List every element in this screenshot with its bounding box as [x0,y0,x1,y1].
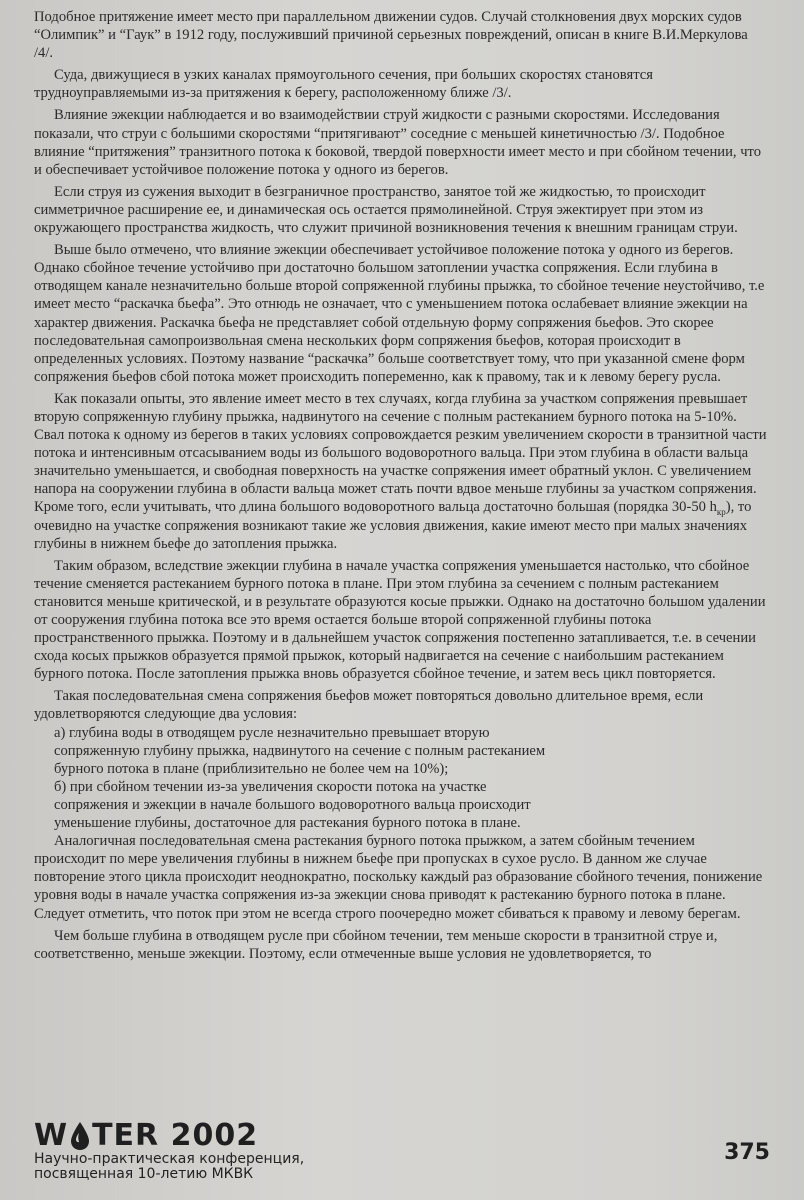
list-line: бурного потока в плане (приблизительно не более чем на 10%); [54,760,449,777]
paragraph-3: Влияние эжекции наблюдается и во взаимодействии струй жидкости с разными скоростями. Исследования показали, что струи с большими скоростями “притягивают” соседние с меньшей кинетичностью /3/. Подобное влияние “притяжения” транзитного потока к боковой, твердой поверхности имеет место и при сбойном течении, что и обеспечивает устойчивое положение потока у одного из берегов. [34,107,762,178]
paragraph-10: Чем больше глубина в отводящем русле при сбойном течении, тем меньше скорости в транзитной струе и, соответственно, меньше эжекции. Поэтому, если отмеченные выше условия не удовлетворяется, то [34,927,718,962]
paragraph-6-text: Как показали опыты, это явление имеет место в тех случаях, когда глубина за участком сопряжения превышает вторую сопряженную глубину прыжка, надвинутого на сечение с полным растеканием бурного потока на 5-10%. Свал потока к одному из берегов в таких условиях сопровождается резким увеличением скорости в транзитной части потока и интенсивным отсасыванием воды из большого водоворотного вальца. При этом глубина в области вальца значительно уменьшается, и свободная поверхность на участке сопряжения имеет обратный уклон. С увеличением напора на сооружении глубина в области вальца может стать почти вдвое меньше глубины за участком сопряжения. Кроме того, если учитывать, что длина большого водоворотного вальца достаточно большая (порядка 30-50 h [34,390,767,516]
list-line: а) глубина воды в отводящем русле незначительно превышает вторую [54,724,490,741]
paragraph-6-tail: ), то очевидно на участке сопряжения возникают такие же условия движения, какие имеют место при малых значениях глубины в нижнем бьефе до затопления прыжка. [34,499,752,552]
page-footer [34,1120,774,1190]
logo-letter-w: W [34,1118,69,1153]
paragraph-9: Аналогичная последовательная смена растекания бурного потока прыжком, а затем сбойным течением происходит по мере увеличения глубины в нижнем бьефе при пропусках в сухое русло. В данном же случае повторение этого цикла происходит неоднократно, поскольку каждый раз образование сбойного течения, понижение уровня воды в начале участка сопряжения из-за эжекции снова приводят к растеканию бурного потока в плане. Следует отметить, что поток при этом не всегда строго поочередно может сбиваться к правому и левому берегам. [34,833,763,922]
water-drop-icon [69,1121,91,1151]
paragraph-5: Выше было отмечено, что влияние эжекции обеспечивает устойчивое положение потока у одного из берегов. Однако сбойное течение устойчиво при достаточно большом затоплении участка сопряжения. Если глубина в отводящем канале незначительно больше второй сопряженной глубины прыжка, то сбойное течение неустойчиво, т.е имеет место “раскачка бьефа”. Это отнюдь не означает, что с уменьшением потока ослабевает влияние эжекции на характер движения. Раскачка бьефа не представляет собой отдельную форму сопряжения бьефов. Это скорее последовательная самопроизвольная смена нескольких форм сопряжения бьефов, которая происходит в определенных условиях. Поэтому название “раскачка” больше соответствует тому, что при указанной смене форм сопряжения бьефов сбой потока может происходить попеременно, как к правому, так и к левому берегу русла. [34,242,765,385]
paragraph-4: Если струя из сужения выходит в безграничное пространство, занятое той же жидкостью, то происходит симметричное расширение ее, и динамическая ось остается прямолинейной. Струя эжектирует при этом из окружающего пространства жидкость, что служит причиной возникновения течения к внешним границам струи. [34,183,738,237]
paragraph-8: Такая последовательная смена сопряжения бьефов может повторяться довольно длительное время, если удовлетворяются следующие два условия: [34,688,704,723]
paragraph-6 [34,390,770,553]
list-line: б) при сбойном течении из-за увеличения скорости потока на участке [54,778,487,795]
logo-text: TER 2002 [92,1118,259,1153]
list-line: уменьшение глубины, достаточное для растекания бурного потока в плане. [54,815,521,832]
conditions-list [34,724,770,833]
paragraph-2: Суда, движущиеся в узких каналах прямоугольного сечения, при больших скоростях становятся трудноуправляемыми из-за притяжения к берегу, расположенному ближе /3/. [34,67,653,102]
water-2002-logo [34,1120,774,1152]
paragraph-7: Таким образом, вследствие эжекции глубина в начале участка сопряжения уменьшается настолько, что сбойное течение сменяется растеканием бурного потока в плане. При этом глубина за сечением с полным растеканием становится меньше критической, и в результате образуются косые прыжки. Однако на достаточно большом удалении от сооружения глубина потока все это время остается больше второй сопряженной глубины потока пространственного прыжка. Поэтому и в дальнейшем участок сопряжения постепенно затапливается, т.е. в сечении схода косых прыжков образуется прямой прыжок, который надвигается на сечение с наибольшим растеканием бурного потока. После затопления прыжка вновь образуется сбойное течение, и затем весь цикл повторяется. [34,557,766,683]
list-line: сопряженную глубину прыжка, надвинутого на сечение с полным растеканием [54,742,546,759]
body-text [34,8,770,963]
paragraph-1: Подобное притяжение имеет место при параллельном движении судов. Случай столкновения двух морских судов “Олимпик” и “Гаук” в 1912 году, послуживший причиной серьезных повреждений, описан в книге В.И.Меркулова /4/. [34,9,748,62]
page-number: 375 [724,1140,770,1165]
subscript-kr: кр [716,507,726,518]
list-line: сопряжения и эжекции в начале большого водоворотного вальца происходит [54,796,531,813]
conference-subtitle-line1: Научно-практическая конференция, [34,1151,305,1167]
conference-subtitle-line2: посвященная 10-летию МКВК [34,1166,254,1182]
